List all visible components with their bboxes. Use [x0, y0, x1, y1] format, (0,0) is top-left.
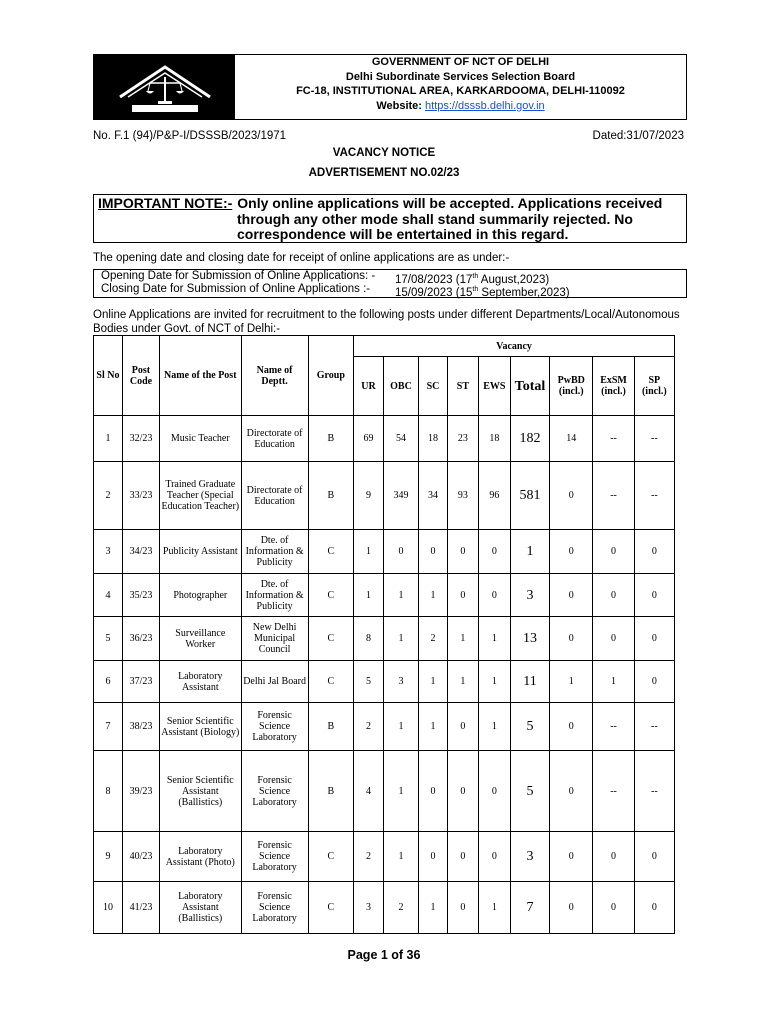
important-note-box — [93, 194, 687, 243]
cell-exsm: -- — [593, 416, 634, 462]
cell-pwbd: 0 — [550, 462, 593, 530]
cell-sp: 0 — [634, 617, 674, 661]
scales-emblem-icon — [110, 61, 220, 113]
cell-st: 1 — [447, 661, 478, 703]
important-note-label: IMPORTANT NOTE:- — [98, 195, 233, 211]
cell-deptt-name: Forensic Science Laboratory — [241, 751, 308, 832]
col-st: ST — [447, 357, 478, 416]
col-post-name: Name of the Post — [160, 336, 242, 416]
cell-group: C — [308, 617, 353, 661]
cell-pwbd: 0 — [550, 703, 593, 751]
table-row — [94, 574, 675, 617]
cell-total: 3 — [510, 574, 549, 617]
cell-ur: 4 — [354, 751, 384, 832]
col-ews: EWS — [478, 357, 510, 416]
cell-ur: 2 — [354, 832, 384, 882]
cell-obc: 54 — [383, 416, 418, 462]
cell-pwbd: 0 — [550, 751, 593, 832]
col-post-code: Post Code — [122, 336, 159, 416]
dsssb-logo — [94, 55, 235, 119]
cell-sc: 1 — [419, 703, 448, 751]
cell-sc: 18 — [419, 416, 448, 462]
cell-post-code: 32/23 — [122, 416, 159, 462]
cell-obc: 1 — [383, 617, 418, 661]
table-row — [94, 661, 675, 703]
cell-post-code: 35/23 — [122, 574, 159, 617]
cell-ews: 1 — [478, 882, 510, 934]
table-row — [94, 882, 675, 934]
cell-deptt-name: Forensic Science Laboratory — [241, 882, 308, 934]
cell-exsm: 1 — [593, 661, 634, 703]
cell-total: 182 — [510, 416, 549, 462]
cell-st: 0 — [447, 574, 478, 617]
website-link[interactable]: https://dsssb.delhi.gov.in — [425, 99, 545, 112]
important-note-line1: Only online applications will be accepted. Applications received — [237, 195, 663, 211]
col-deptt-name: Name of Deptt. — [241, 336, 308, 416]
cell-sl-no: 9 — [94, 832, 123, 882]
cell-st: 0 — [447, 882, 478, 934]
board-address: FC-18, INSTITUTIONAL AREA, KARKARDOOMA, DELHI-110092 — [296, 85, 625, 97]
cell-ews: 0 — [478, 751, 510, 832]
notice-date: Dated:31/07/2023 — [592, 130, 684, 142]
col-sl-no: Sl No — [94, 336, 123, 416]
cell-pwbd: 0 — [550, 832, 593, 882]
cell-exsm: 0 — [593, 530, 634, 574]
vacancy-table — [93, 335, 675, 934]
table-row — [94, 530, 675, 574]
cell-deptt-name: Forensic Science Laboratory — [241, 832, 308, 882]
cell-post-code: 33/23 — [122, 462, 159, 530]
cell-total: 7 — [510, 882, 549, 934]
cell-st: 0 — [447, 530, 478, 574]
cell-obc: 1 — [383, 574, 418, 617]
cell-post-name: Trained Graduate Teacher (Special Education Teacher) — [160, 462, 242, 530]
cell-group: B — [308, 416, 353, 462]
cell-group: B — [308, 751, 353, 832]
col-exsm: ExSM (incl.) — [593, 357, 634, 416]
closing-date-label: Closing Date for Submission of Online Applications :- — [101, 283, 371, 295]
cell-total: 3 — [510, 832, 549, 882]
cell-pwbd: 0 — [550, 882, 593, 934]
cell-post-name: Laboratory Assistant (Ballistics) — [160, 882, 242, 934]
cell-sl-no: 1 — [94, 416, 123, 462]
cell-total: 11 — [510, 661, 549, 703]
recruitment-intro — [93, 308, 693, 336]
cell-exsm: -- — [593, 462, 634, 530]
cell-group: C — [308, 574, 353, 617]
cell-sc: 2 — [419, 617, 448, 661]
cell-sp: -- — [634, 703, 674, 751]
cell-sc: 1 — [419, 882, 448, 934]
cell-obc: 349 — [383, 462, 418, 530]
cell-sc: 1 — [419, 661, 448, 703]
cell-post-code: 36/23 — [122, 617, 159, 661]
table-row — [94, 703, 675, 751]
cell-group: C — [308, 882, 353, 934]
cell-sp: 0 — [634, 574, 674, 617]
cell-st: 0 — [447, 751, 478, 832]
cell-st: 0 — [447, 832, 478, 882]
cell-sc: 1 — [419, 574, 448, 617]
cell-ews: 18 — [478, 416, 510, 462]
cell-ur: 1 — [354, 574, 384, 617]
website-label: Website: — [376, 99, 422, 112]
col-pwbd: PwBD (incl.) — [550, 357, 593, 416]
cell-ur: 5 — [354, 661, 384, 703]
advertisement-number: ADVERTISEMENT NO.02/23 — [308, 167, 460, 179]
cell-sp: -- — [634, 462, 674, 530]
cell-exsm: -- — [593, 751, 634, 832]
cell-obc: 1 — [383, 703, 418, 751]
table-row — [94, 462, 675, 530]
cell-obc: 3 — [383, 661, 418, 703]
cell-sp: 0 — [634, 661, 674, 703]
cell-post-name: Photographer — [160, 574, 242, 617]
cell-exsm: 0 — [593, 832, 634, 882]
important-note-line3: correspondence will be entertained in this regard. — [237, 226, 569, 242]
cell-sl-no: 5 — [94, 617, 123, 661]
cell-obc: 1 — [383, 832, 418, 882]
application-dates-box — [93, 269, 687, 298]
cell-deptt-name: New Delhi Municipal Council — [241, 617, 308, 661]
cell-post-name: Music Teacher — [160, 416, 242, 462]
cell-deptt-name: Directorate of Education — [241, 416, 308, 462]
col-sp: SP (incl.) — [634, 357, 674, 416]
cell-post-name: Senior Scientific Assistant (Ballistics) — [160, 751, 242, 832]
cell-total: 13 — [510, 617, 549, 661]
reference-number: No. F.1 (94)/P&P-I/DSSSB/2023/1971 — [93, 130, 287, 142]
closing-date-value: 15/09/2023 (15th September,2023) — [395, 286, 570, 299]
cell-post-code: 34/23 — [122, 530, 159, 574]
cell-sp: 0 — [634, 882, 674, 934]
cell-exsm: 0 — [593, 882, 634, 934]
cell-sc: 0 — [419, 530, 448, 574]
letterhead — [93, 54, 687, 120]
cell-deptt-name: Dte. of Information & Publicity — [241, 574, 308, 617]
cell-ur: 8 — [354, 617, 384, 661]
recruitment-intro-line2: Bodies under Govt. of NCT of Delhi:- — [93, 323, 281, 335]
dates-intro: The opening date and closing date for receipt of online applications are as under:- — [93, 252, 510, 264]
cell-total: 581 — [510, 462, 549, 530]
cell-deptt-name: Directorate of Education — [241, 462, 308, 530]
table-row — [94, 751, 675, 832]
cell-ews: 96 — [478, 462, 510, 530]
cell-exsm: 0 — [593, 574, 634, 617]
cell-post-name: Laboratory Assistant (Photo) — [160, 832, 242, 882]
opening-date-value: 17/08/2023 (17th August,2023) — [395, 273, 550, 286]
col-obc: OBC — [383, 357, 418, 416]
col-ur: UR — [354, 357, 384, 416]
cell-sl-no: 2 — [94, 462, 123, 530]
col-group: Group — [308, 336, 353, 416]
board-name: Delhi Subordinate Services Selection Board — [345, 70, 576, 83]
cell-post-code: 40/23 — [122, 832, 159, 882]
cell-ur: 2 — [354, 703, 384, 751]
cell-deptt-name: Delhi Jal Board — [241, 661, 308, 703]
letterhead-text — [235, 55, 686, 119]
cell-st: 0 — [447, 703, 478, 751]
cell-pwbd: 1 — [550, 661, 593, 703]
cell-group: B — [308, 462, 353, 530]
cell-ur: 1 — [354, 530, 384, 574]
cell-post-name: Laboratory Assistant — [160, 661, 242, 703]
cell-deptt-name: Dte. of Information & Publicity — [241, 530, 308, 574]
cell-ews: 1 — [478, 661, 510, 703]
cell-ews: 1 — [478, 617, 510, 661]
cell-ews: 0 — [478, 530, 510, 574]
cell-exsm: 0 — [593, 617, 634, 661]
important-note-line2: through any other mode shall stand summarily rejected. No — [237, 210, 633, 227]
table-row — [94, 832, 675, 882]
cell-post-name: Surveillance Worker — [160, 617, 242, 661]
col-sc: SC — [419, 357, 448, 416]
cell-ur: 9 — [354, 462, 384, 530]
cell-ews: 0 — [478, 832, 510, 882]
cell-sp: 0 — [634, 832, 674, 882]
cell-group: C — [308, 832, 353, 882]
cell-post-code: 39/23 — [122, 751, 159, 832]
cell-group: B — [308, 703, 353, 751]
cell-st: 93 — [447, 462, 478, 530]
cell-deptt-name: Forensic Science Laboratory — [241, 703, 308, 751]
cell-obc: 1 — [383, 751, 418, 832]
website-line — [235, 99, 686, 114]
cell-post-code: 37/23 — [122, 661, 159, 703]
cell-sl-no: 4 — [94, 574, 123, 617]
cell-pwbd: 0 — [550, 617, 593, 661]
cell-obc: 2 — [383, 882, 418, 934]
cell-group: C — [308, 661, 353, 703]
cell-pwbd: 0 — [550, 530, 593, 574]
cell-post-code: 41/23 — [122, 882, 159, 934]
opening-date-label: Opening Date for Submission of Online Applications: - — [101, 270, 376, 282]
cell-total: 1 — [510, 530, 549, 574]
cell-st: 23 — [447, 416, 478, 462]
table-row — [94, 416, 675, 462]
cell-sp: -- — [634, 416, 674, 462]
cell-post-name: Senior Scientific Assistant (Biology) — [160, 703, 242, 751]
cell-pwbd: 0 — [550, 574, 593, 617]
notice-title: VACANCY NOTICE — [332, 147, 436, 159]
cell-sl-no: 3 — [94, 530, 123, 574]
cell-ews: 0 — [478, 574, 510, 617]
cell-sp: 0 — [634, 530, 674, 574]
cell-st: 1 — [447, 617, 478, 661]
page-number: Page 1 of 36 — [347, 948, 421, 962]
cell-sl-no: 7 — [94, 703, 123, 751]
cell-sp: -- — [634, 751, 674, 832]
col-vacancy: Vacancy — [354, 336, 675, 357]
cell-sc: 0 — [419, 751, 448, 832]
cell-ur: 3 — [354, 882, 384, 934]
govt-line: GOVERNMENT OF NCT OF DELHI — [371, 56, 550, 68]
col-total: Total — [510, 357, 549, 416]
cell-sl-no: 6 — [94, 661, 123, 703]
cell-exsm: -- — [593, 703, 634, 751]
cell-ur: 69 — [354, 416, 384, 462]
cell-sc: 34 — [419, 462, 448, 530]
cell-group: C — [308, 530, 353, 574]
table-row — [94, 617, 675, 661]
cell-total: 5 — [510, 751, 549, 832]
recruitment-intro-line1: Online Applications are invited for recruitment to the following posts under different Departments/Local/Autonomous — [93, 309, 680, 321]
cell-post-code: 38/23 — [122, 703, 159, 751]
cell-sl-no: 10 — [94, 882, 123, 934]
cell-sc: 0 — [419, 832, 448, 882]
cell-pwbd: 14 — [550, 416, 593, 462]
cell-post-name: Publicity Assistant — [160, 530, 242, 574]
cell-sl-no: 8 — [94, 751, 123, 832]
cell-obc: 0 — [383, 530, 418, 574]
cell-ews: 1 — [478, 703, 510, 751]
cell-total: 5 — [510, 703, 549, 751]
